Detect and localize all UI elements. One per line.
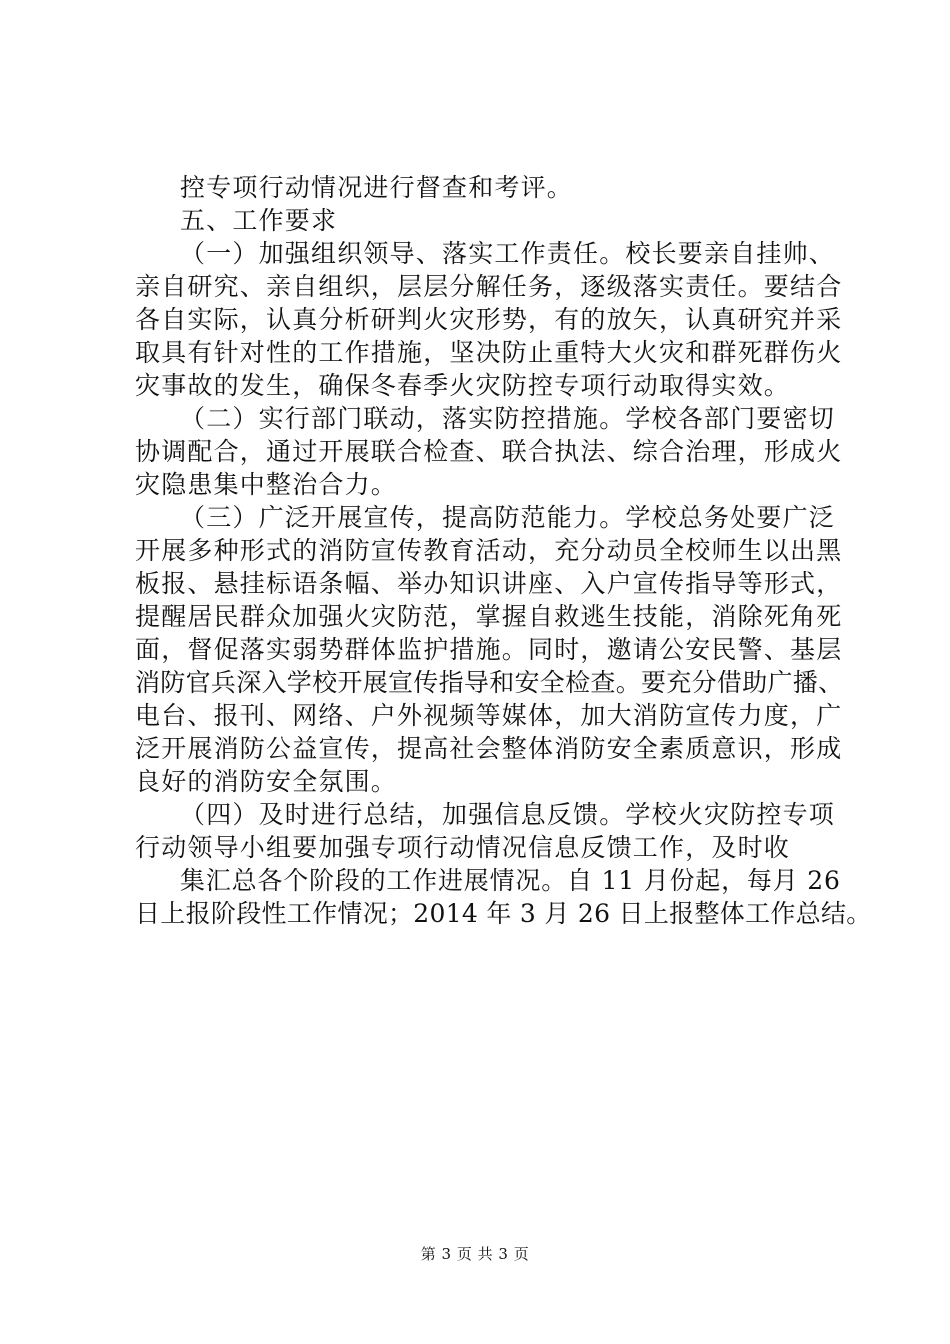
text-line: （一）加强组织领导、落实工作责任。校长要亲自挂帅、 bbox=[180, 239, 836, 268]
text-line: 泛开展消防公益宣传，提高社会整体消防安全素质意识，形成 bbox=[135, 734, 843, 763]
text-line: 日上报阶段性工作情况；2014 年 3 月 26 日上报整体工作总结。 bbox=[135, 899, 872, 928]
text-line: （二）实行部门联动，落实防控措施。学校各部门要密切 bbox=[180, 404, 836, 433]
text-line: （三）广泛开展宣传，提高防范能力。学校总务处要广泛 bbox=[180, 503, 836, 532]
text-line: 亲自研究、亲自组织，层层分解任务，逐级落实责任。要结合 bbox=[135, 272, 843, 301]
text-line: 行动领导小组要加强专项行动情况信息反馈工作，及时收 bbox=[135, 833, 791, 862]
text-line: 良好的消防安全氛围。 bbox=[135, 767, 398, 796]
text-line: 开展多种形式的消防宣传教育活动，充分动员全校师生以出黑 bbox=[135, 536, 843, 565]
text-line: 各自实际，认真分析研判火灾形势，有的放矢，认真研究并采 bbox=[135, 305, 843, 334]
text-line: 灾隐患集中整治合力。 bbox=[135, 470, 398, 499]
section-heading: 五、工作要求 bbox=[180, 206, 338, 235]
text-line: 板报、悬挂标语条幅、举办知识讲座、入户宣传指导等形式， bbox=[135, 569, 843, 598]
text-line: 协调配合，通过开展联合检查、联合执法、综合治理，形成火 bbox=[135, 437, 843, 466]
text-line: 灾事故的发生，确保冬春季火灾防控专项行动取得实效。 bbox=[135, 371, 791, 400]
text-line: 提醒居民群众加强火灾防范，掌握自救逃生技能，消除死角死 bbox=[135, 602, 843, 631]
text-line: 面，督促落实弱势群体监护措施。同时，邀请公安民警、基层 bbox=[135, 635, 843, 664]
page-number: 第 3 页 共 3 页 bbox=[420, 1245, 530, 1263]
text-line: （四）及时进行总结，加强信息反馈。学校火灾防控专项 bbox=[180, 800, 836, 829]
text-line: 控专项行动情况进行督查和考评。 bbox=[180, 173, 574, 202]
text-line: 电台、报刊、网络、户外视频等媒体，加大消防宣传力度，广 bbox=[135, 701, 843, 730]
text-line: 集汇总各个阶段的工作进展情况。自 11 月份起，每月 26 bbox=[180, 866, 841, 895]
text-line: 消防官兵深入学校开展宣传指导和安全检查。要充分借助广播、 bbox=[135, 668, 844, 697]
text-line: 取具有针对性的工作措施，坚决防止重特大火灾和群死群伤火 bbox=[135, 338, 843, 367]
